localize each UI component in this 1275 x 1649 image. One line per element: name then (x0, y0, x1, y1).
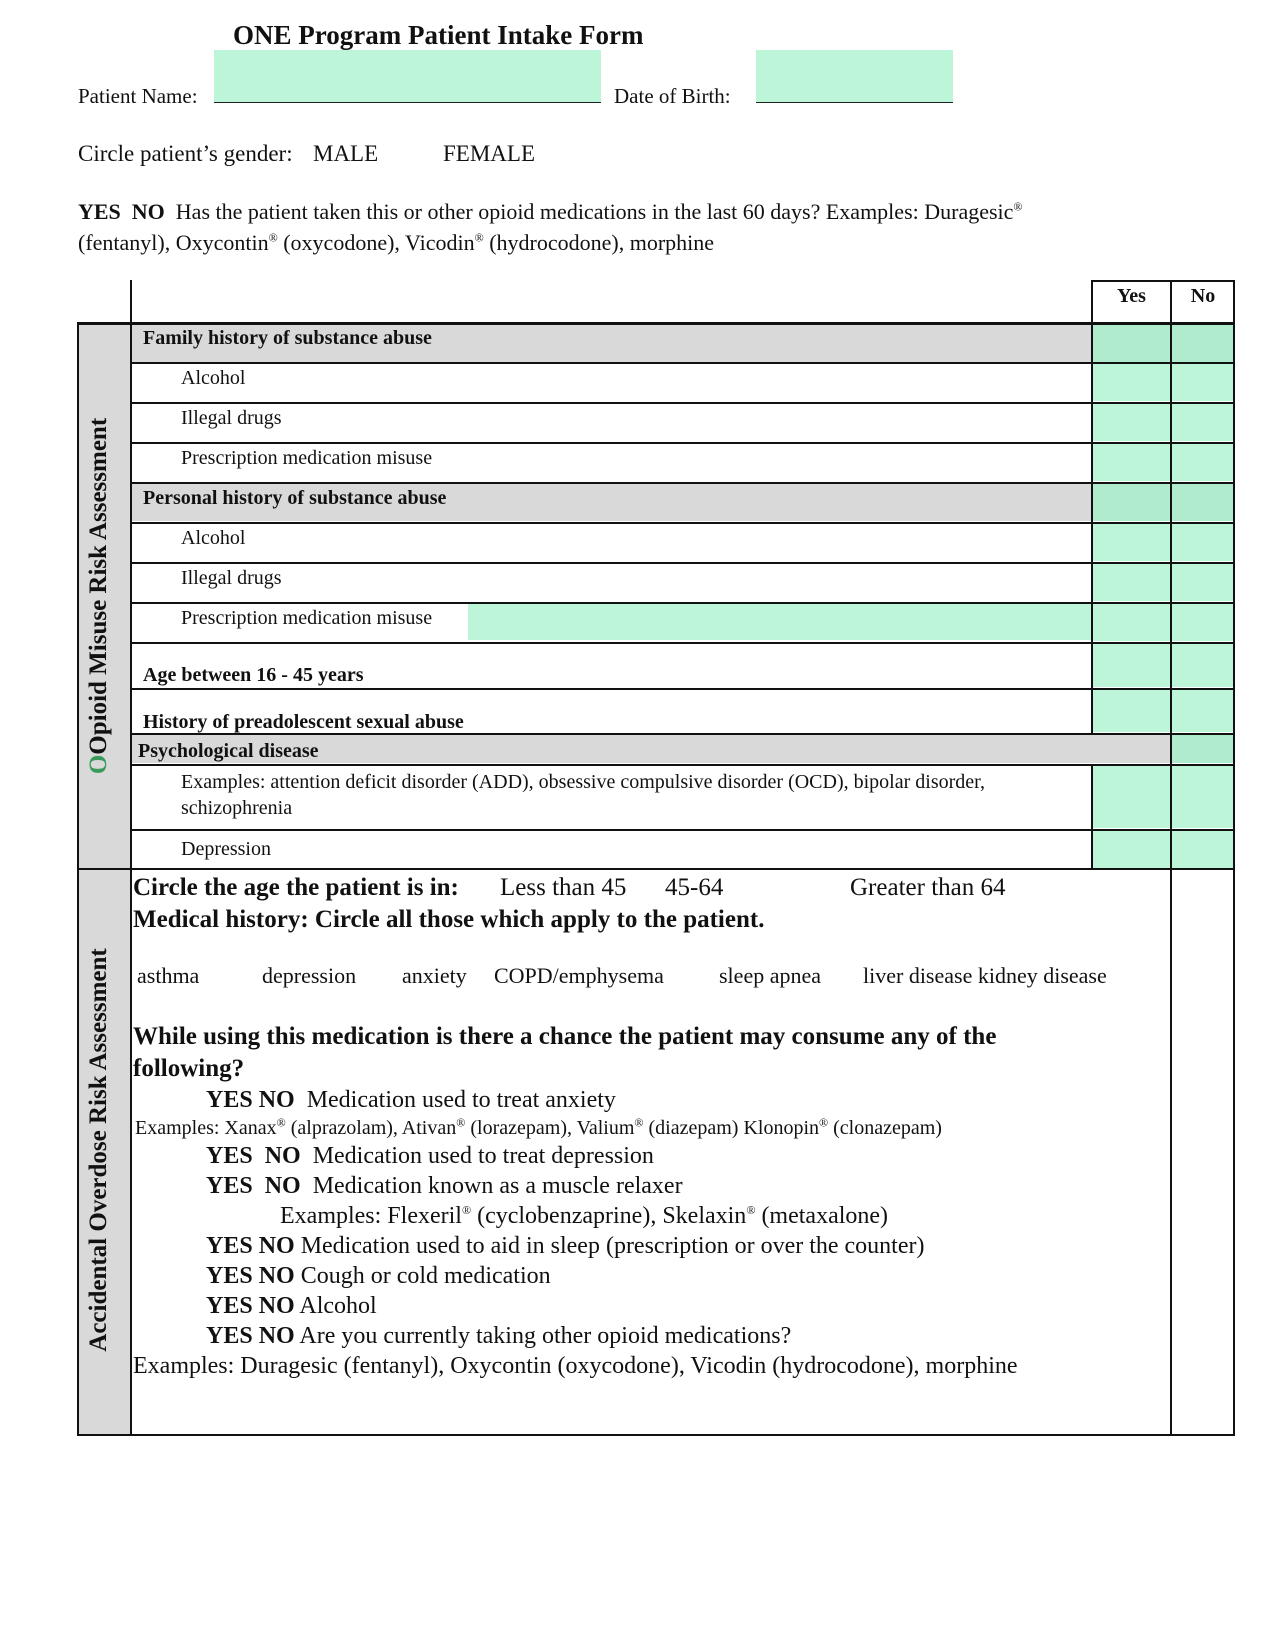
consume-q5-yesno[interactable]: YES NO (206, 1263, 295, 1289)
row-psych-examples: Examples: attention deficit disorder (ADD), obsessive compulsive disorder (OCD), bipolar disorder, (181, 771, 986, 793)
consume-q4 (206, 1233, 925, 1260)
age-option-45-64[interactable]: 45-64 (665, 874, 724, 901)
table-hline (130, 442, 1235, 444)
personal-rx-yes-cell[interactable] (1093, 603, 1170, 641)
consume-q3-no[interactable]: NO (264, 1173, 301, 1199)
consume-q7-examples: Examples: Duragesic (fentanyl), Oxycontin (oxycodone), Vicodin (hydrocodone), morphine (133, 1353, 1018, 1379)
dob-underline (756, 102, 953, 103)
gender-label: Circle patient’s gender: (78, 141, 293, 166)
opioid-question-line2a: (fentanyl), Oxycontin (78, 230, 269, 255)
table-hline (130, 764, 1235, 766)
consume-q2-no[interactable]: NO (264, 1143, 301, 1169)
family-drugs-yes-cell[interactable] (1093, 403, 1170, 441)
medical-history-depression[interactable]: depression (262, 963, 357, 988)
row-preadolescent-abuse: History of preadolescent sexual abuse (143, 711, 464, 733)
consume-q3-text: Medication known as a muscle relaxer (312, 1173, 683, 1199)
consume-q4-text: Medication used to aid in sleep (prescription or over the counter) (300, 1233, 925, 1259)
family-rx-yes-cell[interactable] (1093, 443, 1170, 481)
personal-history-no-cell (1172, 483, 1234, 521)
consume-q1-ex-b: (alprazolam), Ativan (285, 1117, 457, 1139)
row-family-rx-misuse: Prescription medication misuse (181, 447, 433, 469)
table-vline (77, 322, 79, 1435)
row-age-range: Age between 16 - 45 years (143, 664, 364, 686)
personal-alcohol-yes-cell[interactable] (1093, 523, 1170, 561)
consume-q1 (206, 1087, 616, 1114)
row-personal-rx-misuse: Prescription medication misuse (181, 607, 433, 629)
section2-side-label: Accidental Overdose Risk Assessment (85, 948, 112, 1352)
table-hline (130, 602, 1235, 604)
age-question (133, 874, 459, 902)
table-hline (130, 482, 1235, 484)
table-hline (1091, 280, 1235, 282)
consume-q7 (206, 1323, 791, 1350)
medical-history-sleep-apnea[interactable]: sleep apnea (719, 963, 821, 988)
dob-field[interactable] (756, 50, 953, 102)
personal-drugs-no-cell[interactable] (1172, 563, 1234, 601)
personal-alcohol-no-cell[interactable] (1172, 523, 1234, 561)
table-hline (130, 362, 1235, 364)
psych-examples-yes-cell[interactable] (1093, 766, 1170, 828)
personal-drugs-yes-cell[interactable] (1093, 563, 1170, 601)
consume-q6-text: Alcohol (299, 1293, 377, 1319)
opioid-question-line2b: (oxycodone), Vicodin (277, 230, 475, 255)
table-hline (130, 522, 1235, 524)
row-personal-history: Personal history of substance abuse (143, 487, 447, 509)
age-question-label: Circle the age the patient is in: (133, 874, 459, 901)
table-vline (130, 280, 132, 1435)
personal-rx-notes-field[interactable] (468, 604, 1091, 640)
table-vline (1091, 764, 1093, 869)
consume-q3 (206, 1173, 683, 1200)
consume-q3-ex-a: Examples: Flexeril (280, 1203, 462, 1229)
consume-q3-yes[interactable]: YES (206, 1173, 253, 1199)
consume-q1-ex-a: Examples: Xanax (135, 1117, 277, 1139)
row-personal-alcohol: Alcohol (181, 527, 246, 549)
registered-mark: ® (276, 1115, 286, 1130)
consume-q2-yes[interactable]: YES (206, 1143, 253, 1169)
personal-history-yes-cell (1093, 483, 1170, 521)
registered-mark: ® (746, 1203, 756, 1217)
depression-no-cell[interactable] (1172, 831, 1234, 868)
family-alcohol-no-cell[interactable] (1172, 363, 1234, 401)
table-vline (1170, 280, 1172, 1435)
column-header-yes: Yes (1117, 285, 1146, 307)
consume-q5-text: Cough or cold medication (300, 1263, 551, 1289)
opioid-question-text: Has the patient taken this or other opioid medications in the last 60 days? Examples: Duragesic (175, 199, 1014, 224)
form-title: ONE Program Patient Intake Form (233, 20, 644, 50)
age-option-less-45[interactable]: Less than 45 (500, 874, 627, 901)
medical-history-liver-kidney[interactable]: liver disease kidney disease (863, 963, 1107, 988)
family-rx-no-cell[interactable] (1172, 443, 1234, 481)
registered-mark: ® (474, 230, 484, 245)
registered-mark: ® (456, 1115, 466, 1130)
consume-q7-yesno[interactable]: YES NO (206, 1323, 295, 1349)
opioid-question-no[interactable]: NO (131, 199, 165, 224)
consume-q1-yesno[interactable]: YES NO (206, 1087, 295, 1113)
personal-rx-no-cell[interactable] (1172, 603, 1234, 641)
table-hline (77, 868, 1235, 870)
consume-q1-ex-d: (diazepam) Klonopin (643, 1117, 820, 1139)
column-header-no: No (1190, 285, 1216, 307)
row-family-illegal-drugs: Illegal drugs (181, 407, 282, 429)
table-hline (130, 642, 1235, 644)
medical-history-asthma[interactable]: asthma (137, 963, 200, 988)
patient-name-underline (214, 102, 601, 103)
medical-history-anxiety[interactable]: anxiety (402, 963, 467, 988)
age-option-greater-64[interactable]: Greater than 64 (850, 874, 1006, 901)
dob-label: Date of Birth: (614, 84, 731, 108)
row-depression: Depression (181, 838, 271, 860)
consume-q2 (206, 1143, 654, 1170)
consume-heading-line1: While using this medication is there a chance the patient may consume any of the (133, 1023, 997, 1050)
table-vline (1233, 280, 1235, 1435)
opioid-question-yes[interactable]: YES (78, 199, 121, 224)
registered-mark: ® (268, 230, 278, 245)
family-history-yes-cell (1093, 324, 1170, 362)
consume-q1-ex-c: (lorazepam), Valium (465, 1117, 635, 1139)
table-hline (130, 402, 1235, 404)
section1-side-label-text: Opioid Misuse Risk Assessment (85, 417, 112, 755)
table-hline (77, 1434, 1235, 1436)
table-hline (130, 688, 1235, 690)
consume-q6-yesno[interactable]: YES NO (206, 1293, 295, 1319)
table-hline (130, 562, 1235, 564)
gender-female-option[interactable]: FEMALE (443, 141, 535, 166)
patient-name-label: Patient Name: (78, 84, 198, 108)
psych-examples-no-cell[interactable] (1172, 766, 1234, 828)
row-family-alcohol: Alcohol (181, 367, 246, 389)
row-family-history: Family history of substance abuse (143, 327, 432, 349)
consume-q4-yesno[interactable]: YES NO (206, 1233, 295, 1259)
medical-history-label: Medical history: Circle all those which apply to the patient. (133, 906, 765, 933)
consume-q7-text: Are you currently taking other opioid medications? (299, 1323, 792, 1349)
registered-mark: ® (1013, 199, 1023, 214)
registered-mark: ® (819, 1115, 829, 1130)
consume-q1-text: Medication used to treat anxiety (306, 1087, 616, 1113)
family-alcohol-yes-cell[interactable] (1093, 363, 1170, 401)
table-hline (130, 829, 1235, 831)
family-history-no-cell (1172, 324, 1234, 362)
consume-q5 (206, 1263, 551, 1290)
opioid-question (78, 196, 1168, 258)
gender-male-option[interactable]: MALE (313, 141, 379, 166)
opioid-question-line2c: (hydrocodone), morphine (483, 230, 715, 255)
row-personal-illegal-drugs: Illegal drugs (181, 567, 282, 589)
preadolescent-no-cell[interactable] (1172, 689, 1234, 732)
depression-yes-cell[interactable] (1093, 831, 1170, 868)
medical-history-copd[interactable]: COPD/emphysema (494, 963, 664, 988)
preadolescent-yes-cell[interactable] (1093, 689, 1170, 732)
consume-q1-ex-e: (clonazepam) (828, 1117, 942, 1139)
table-vline (1091, 280, 1093, 733)
registered-mark: ® (461, 1203, 472, 1217)
consume-heading-line2: following? (133, 1055, 245, 1082)
consume-q3-ex-c: (metaxalone) (755, 1203, 889, 1229)
consume-q3-ex-b: (cyclobenzaprine), Skelaxin (471, 1203, 747, 1229)
section1-side-label: OOpioid Misuse Risk Assessment (85, 417, 112, 775)
registered-mark: ® (634, 1115, 644, 1130)
consume-q1-examples (135, 1117, 942, 1140)
family-drugs-no-cell[interactable] (1172, 403, 1234, 441)
age-range-yes-cell[interactable] (1093, 643, 1170, 687)
consume-q3-examples (280, 1203, 888, 1230)
row-psychological-disease: Psychological disease (138, 740, 319, 762)
psychological-no-cell (1172, 734, 1234, 763)
consume-q2-text: Medication used to treat depression (312, 1143, 654, 1169)
patient-name-field[interactable] (214, 50, 601, 102)
row-psych-examples-cont: schizophrenia (181, 797, 293, 819)
age-range-no-cell[interactable] (1172, 643, 1234, 687)
table-hline (77, 322, 1235, 325)
consume-q6 (206, 1293, 377, 1320)
